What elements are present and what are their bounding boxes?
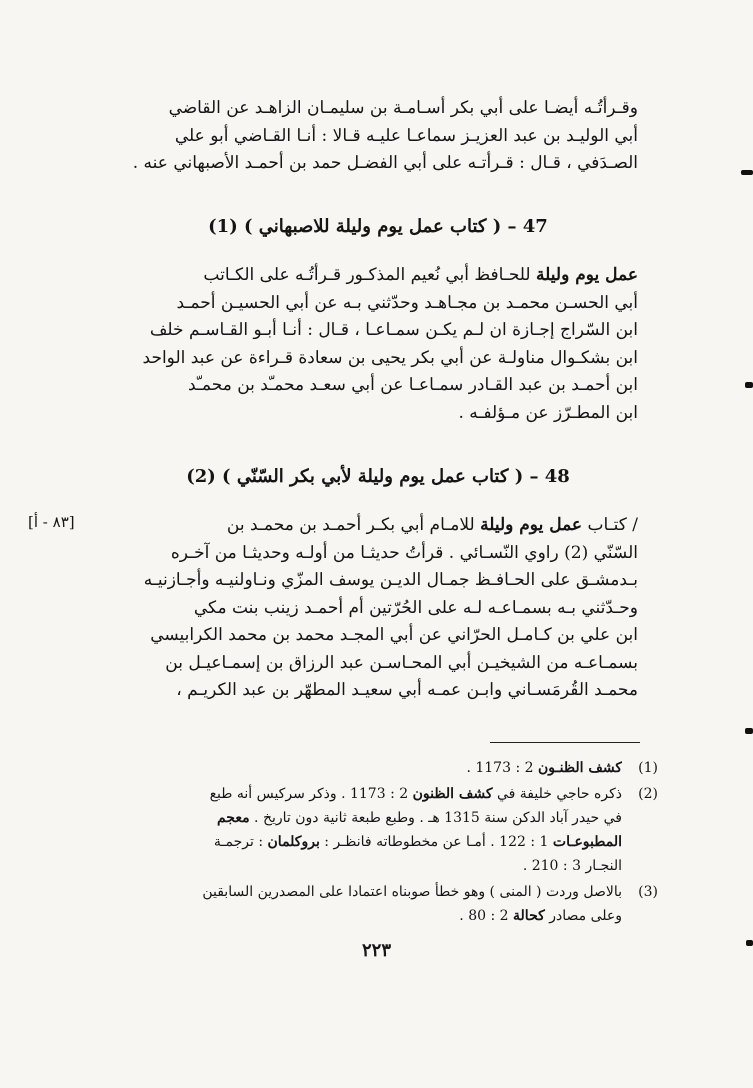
text-fragment: 1 : 122 . أمـا عن مخطوطاته فانظـر :: [319, 834, 553, 850]
text-line: محمـد القُرمَسـاني وابـن عمـه أبي سعيـد المطهّر بن عبد الكريـم ،: [176, 680, 638, 700]
text-line: ابن بشكـوال مناولـة عن أبي بكر يحيى بن سعادة قـراءة عن عبد الواحد: [142, 347, 638, 368]
text-fragment: للحـافظ أبي نُعيم المذكـور قـرأتُـه على الكـاتب: [203, 265, 537, 285]
reference-title: المطبوعـات: [552, 834, 622, 850]
text-line: [118, 262, 638, 290]
text-line: [118, 512, 638, 540]
text-fragment: ذكره حاجي خليفة في: [492, 786, 622, 802]
page-number: ٢٢٣: [361, 940, 391, 961]
text-fragment: 2 : 1173 . وذكر سركيس أنه طبع: [209, 786, 413, 802]
text-fragment: للامـام أبي بكـر أحمـد بن محمـد بن: [226, 515, 481, 535]
footnote-line: النجـار 3 : 210 .: [522, 858, 622, 874]
scan-edge-mark: [741, 170, 753, 175]
text-line: السّنّي (2) راوي النّسـائي . قرأتُ حديثـا من أولـه وحديثـا من آخـره: [170, 542, 638, 563]
entry-heading-48: 48 – ( كتاب عمل يوم وليلة لأبي بكر السّنّي ) (2): [186, 466, 570, 487]
text-line: ابن أحمـد بن عبد القـادر سمـاعـا عن أبي سعـد محمـّد بن محمـّد: [187, 375, 638, 395]
paragraph-entry-47: [118, 262, 638, 427]
footnote-separator: [490, 742, 640, 743]
footnote-3: [118, 880, 658, 928]
footnote-line: [118, 806, 622, 830]
scan-edge-mark: [745, 728, 753, 734]
footnote-number: (3): [638, 884, 658, 900]
reference-title: كشف الظنـون: [538, 760, 622, 776]
text-line: الصـدَفي ، قـال : قـرأتـه على أبي الفضـل حمد بن أحمـد الأصبهاني عنه .: [132, 153, 638, 173]
text-fragment: 2 : 80 .: [459, 908, 514, 924]
footnote-line: [118, 904, 622, 928]
text-line: وحـدّثني بـه بسمـاعـه لـه على الحُرّتين أم أحمـد زينب بنت مكي: [193, 597, 638, 618]
text-line: بسمـاعـه من الشيخيـن أبي المحـاسـن عبد الرزاق بن إسمـاعيـل بن: [165, 652, 638, 673]
footnote-2: [118, 782, 658, 878]
book-title: عمل يوم وليلة: [480, 515, 583, 535]
paragraph-continuation: [118, 95, 638, 178]
footnote-line: بالاصل وردت ( المنى ) وهو خطأ صوبناه اعتمادا على المصدرين السابقين: [202, 884, 622, 900]
text-line: وقـرأتُـه أيضـا على أبي بكر أسـامـة بن سليمـان الزاهـد عن القاضي: [168, 98, 638, 118]
text-fragment: / كتـاب: [582, 515, 638, 535]
text-line: ابن علي بن كـامـل الحرّاني عن أبي المجـد محمد بن محمد الكرابيسي: [150, 625, 638, 645]
footnote-line: [118, 830, 622, 854]
text-line: بـدمشـق على الحـافـظ جمـال الديـن يوسف المزّي ونـاولنيـه وأجـازنيـه: [143, 570, 638, 590]
reference-title: كحالة: [513, 908, 545, 924]
footnote-number: (2): [638, 786, 658, 802]
book-title: عمل يوم وليلة: [536, 265, 638, 285]
margin-folio-reference: [٨٣ - أ]: [28, 513, 75, 531]
text-fragment: وعلى مصادر: [544, 908, 622, 924]
scan-edge-mark: [745, 382, 753, 388]
text-line: ابن السّراج إجـازة ان لـم يكـن سمـاعـا ، قـال : أنـا أبـو القـاسـم خلف: [149, 320, 638, 340]
footnote-number: (1): [638, 760, 658, 776]
entry-heading-47: 47 – ( كتاب عمل يوم وليلة للاصبهاني ) (1): [208, 216, 548, 237]
text-fragment: 2 : 1173 .: [466, 760, 538, 776]
paragraph-entry-48: [118, 512, 638, 705]
reference-title: كشف الظنون: [412, 786, 493, 802]
footnote-line: [118, 756, 622, 780]
scan-edge-mark: [746, 940, 753, 946]
footnote-line: [118, 782, 622, 806]
text-line: ابن المطـرّز عن مـؤلفـه .: [458, 402, 638, 423]
footnote-1: [118, 756, 658, 780]
text-fragment: في حيدر آباد الدكن سنة 1315 هـ . وطبع طبعة ثانية دون تاريخ .: [249, 810, 622, 826]
text-fragment: : ترجمـة: [213, 834, 268, 850]
reference-title: بروكلمان: [267, 834, 320, 850]
text-line: أبي الحسـن محمـد بن مجـاهـد وحدّثني بـه عن أبي الحسيـن أحمـد: [176, 292, 638, 313]
text-line: أبي الوليـد بن عبد العزيـز سماعـا عليـه قـالا : أنـا القـاضي أبو علي: [174, 125, 638, 146]
reference-title: معجم: [216, 810, 250, 826]
